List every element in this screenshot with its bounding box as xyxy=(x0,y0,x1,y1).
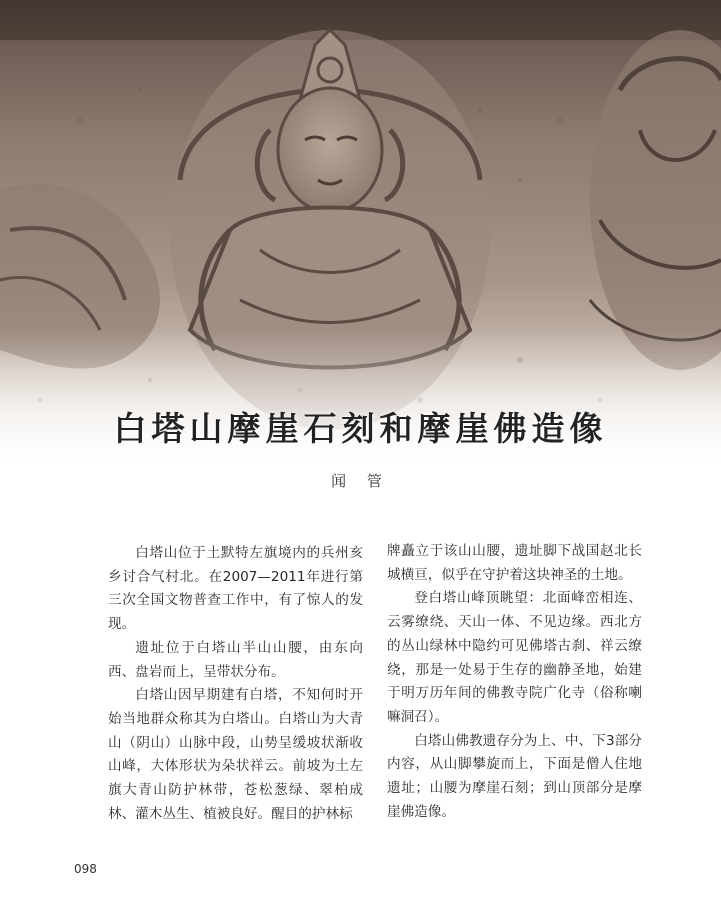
left-column xyxy=(108,542,363,826)
body-paragraph: 遗址位于白塔山半山山腰，由东向西、盘岩而上，呈带状分布。 xyxy=(108,639,363,680)
author-name: 闻 管 xyxy=(331,472,390,490)
page-number: 098 xyxy=(74,862,97,876)
body-paragraph: 牌矗立于该山山腰，遗址脚下战国赵北长城横亘，似乎在守护着这块神圣的土地。 xyxy=(387,543,642,583)
body-paragraph: 白塔山佛教遗存分为上、中、下3部分内容，从山脚攀旋而上，下面是僧人住地遗址；山腰为摩崖石刻；到山顶部分是摩崖佛造像。 xyxy=(387,732,642,820)
body-paragraph: 登白塔山峰顶眺望：北面峰峦相连、云雾缭绕、天山一体、不见边缘。西北方的丛山绿林中隐约可见佛塔古刹、祥云缭绕，那是一处易于生存的幽静圣地，始建于明万历年间的佛教寺院广化寺（俗称喇嘛洞召）。 xyxy=(387,590,642,725)
article-title: 白塔山摩崖石刻和摩崖佛造像 xyxy=(113,409,608,448)
body-paragraph: 白塔山因早期建有白塔，不知何时开始当地群众称其为白塔山。白塔山为大青山（阴山）山脉中段，山势呈缓坡状渐收山峰，大体形状为朵状祥云。前坡为土左旗大青山防护林带，苍松葱绿、翠柏成林、灌木丛生、植被良好。醒目的护林标 xyxy=(108,687,363,822)
body-paragraph: 白塔山位于土默特左旗境内的兵州亥乡讨合气村北。在2007—2011年进行第三次全国文物普查工作中，有了惊人的发现。 xyxy=(108,545,363,633)
right-column xyxy=(387,540,642,824)
